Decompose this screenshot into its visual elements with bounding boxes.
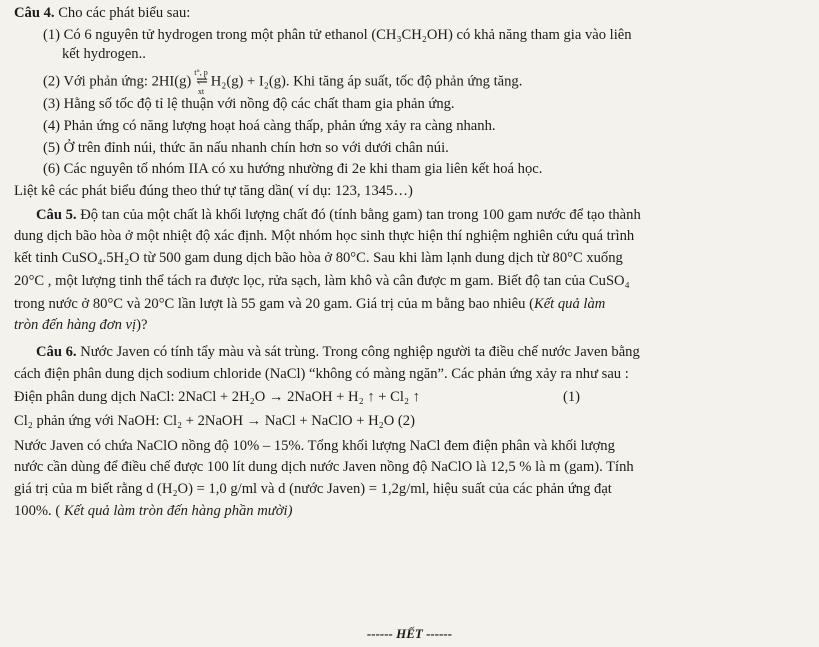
q6-line-4: nước cần dùng để điều chế được 100 lít dung dịch nước Javen nồng độ NaClO là 12,5 % là m (gam). Tính [14, 459, 634, 475]
q4-statement-5: (5) Ở trên đỉnh núi, thức ăn nấu nhanh chín hơn so với dưới chân núi. [43, 140, 449, 156]
q4-statement-3: (3) Hằng số tốc độ tỉ lệ thuận với nồng độ các chất tham gia phản ứng. [43, 96, 455, 112]
q4-question: Liệt kê các phát biểu đúng theo thứ tự tăng dần( ví dụ: 123, 1345…) [14, 183, 413, 199]
q4-statement-4: (4) Phản ứng có năng lượng hoạt hoá càng thấp, phản ứng xảy ra càng nhanh. [43, 118, 496, 134]
q6-equation-1-number: (1) [563, 389, 581, 405]
q5-line-6 [14, 316, 147, 334]
q5-line-4: 20°C , một lượng tinh thể tách ra được lọc, rửa sạch, làm khô và cân được m gam. Biết độ tan của CuSO₄ [14, 273, 630, 289]
equilibrium-arrow-icon: ⇌ [196, 74, 206, 89]
q5-l1-text: Độ tan của một chất là khối lượng chất đó (tính bằng gam) tan trong 100 gam nước để tạo thành [76, 207, 641, 223]
arrow-condition-bottom: xt [197, 87, 205, 96]
q5-l5-text: trong nước ở 80°C và 20°C lần lượt là 55 gam và 20 gam. Giá trị của m bằng bao nhiêu ( [14, 296, 534, 312]
q4-statement-1: (1) Có 6 nguyên tử hydrogen trong một phân tử ethanol (CH₃CH₂OH) có khả năng tham gia vào liên [43, 27, 632, 43]
q5-line-3: kết tinh CuSO₄.5H₂O từ 500 gam dung dịch bão hòa ở 80°C. Sau khi làm lạnh dung dịch từ 80°C xuống [14, 250, 623, 266]
q6-equation-2: Cl₂ phản ứng với NaOH: Cl₂ + 2NaOH → NaCl + NaClO + H₂O (2) [14, 413, 415, 429]
q6-line-5: giá trị của m biết rằng d (H₂O) = 1,0 g/ml và d (nước Javen) = 1,2g/ml, hiệu suất của các phản ứng đạt [14, 481, 612, 497]
q6-heading: Câu 6. [36, 344, 77, 360]
q4-intro [14, 4, 190, 22]
q5-l6-end: )? [136, 317, 148, 333]
q6-line-3: Nước Javen có chứa NaClO nồng độ 10% – 15%. Tổng khối lượng NaCl đem điện phân và khối lượng [14, 438, 615, 454]
equilibrium-arrow [194, 68, 207, 96]
q4-statement-2 [43, 68, 522, 96]
q6-line-6 [14, 502, 292, 520]
q6-line-2: cách điện phân dung dịch sodium chloride (NaCl) “không có màng ngăn”. Các phản ứng xảy ra như sau : [14, 366, 629, 382]
q6-l6-italic: Kết quả làm tròn đến hàng phần mười) [60, 503, 293, 519]
q4-heading: Câu 4. [14, 5, 55, 21]
q5-line-2: dung dịch bão hòa ở một nhiệt độ xác định. Một nhóm học sinh thực hiện thí nghiệm nghiên cứu quá trình [14, 228, 635, 244]
q4-statement-6: (6) Các nguyên tố nhóm IIA có xu hướng nhường đi 2e khi tham gia liên kết hoá học. [43, 161, 543, 177]
q5-l5-italic: Kết quả làm [533, 296, 606, 312]
q5-line-5 [14, 295, 605, 313]
arrow-condition-top: t°, p [194, 68, 208, 77]
q6-l6-text: 100%. ( [14, 503, 61, 519]
q4-statement-1-cont: kết hydrogen.. [62, 46, 146, 62]
q6-line-1 [36, 343, 640, 361]
end-marker: ------ HẾT ------ [366, 626, 453, 641]
q6-equation-1: Điện phân dung dịch NaCl: 2NaCl + 2H₂O → 2NaOH + H₂ ↑ + Cl₂ ↑ [14, 389, 420, 405]
q6-l1-text: Nước Javen có tính tẩy màu và sát trùng. Trong công nghiệp người ta điều chế nước Javen bằng [76, 344, 640, 360]
q4-intro-text: Cho các phát biểu sau: [54, 5, 191, 21]
q4-s2-post: H₂(g) + I₂(g). Khi tăng áp suất, tốc độ phản ứng tăng. [210, 73, 523, 90]
q4-s2-pre: (2) Với phản ứng: 2HI(g) [43, 73, 192, 90]
q5-l6-italic: tròn đến hàng đơn vị [14, 317, 137, 333]
q5-line-1 [36, 206, 641, 224]
q5-heading: Câu 5. [36, 207, 77, 223]
